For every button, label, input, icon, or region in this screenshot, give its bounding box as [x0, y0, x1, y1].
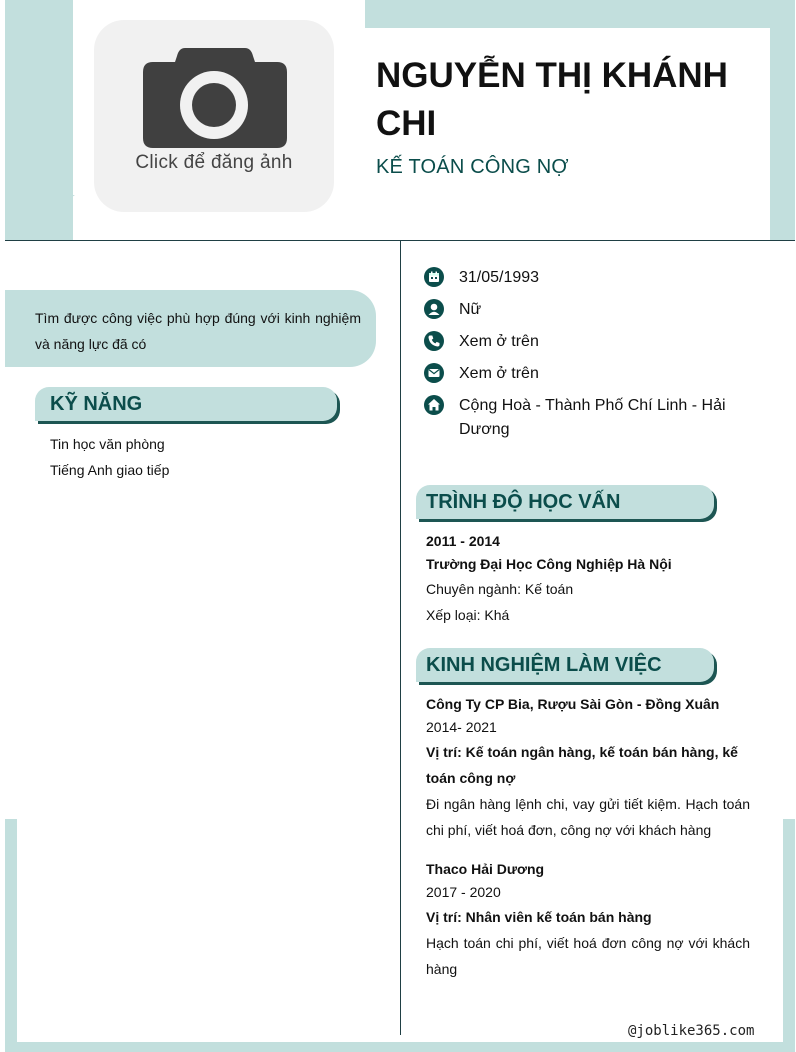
home-icon: [424, 395, 444, 415]
job-period[interactable]: 2017 - 2020: [426, 884, 501, 900]
education-title[interactable]: TRÌNH ĐỘ HỌC VẤN: [426, 491, 621, 513]
frame-right: [783, 819, 795, 1052]
address[interactable]: Cộng Hoà - Thành Phố Chí Linh - Hải Dương: [459, 397, 726, 438]
education-grade[interactable]: Xếp loại: Khá: [426, 607, 510, 623]
mail-icon: [424, 363, 444, 383]
education-major[interactable]: Chuyên ngành: Kế toán: [426, 581, 574, 597]
email[interactable]: Xem ở trên: [459, 365, 539, 382]
job-title[interactable]: KẾ TOÁN CÔNG NỢ: [376, 156, 569, 178]
experience-title[interactable]: KINH NGHIỆM LÀM VIỆC: [426, 654, 662, 676]
watermark: @joblike365.com: [628, 1023, 755, 1039]
objective-text[interactable]: Tìm được công việc phù hợp đúng với kinh nghiệm và năng lực đã có: [35, 310, 361, 352]
header-band-top: [365, 0, 795, 28]
frame-bottom: [5, 1042, 795, 1052]
job-description[interactable]: Đi ngân hàng lệnh chi, vay gửi tiết kiệm. Hạch toán chi phí, viết hoá đơn, công nợ với khách hàng: [426, 796, 750, 838]
job-description[interactable]: Hạch toán chi phí, viết hoá đơn công nợ với khách hàng: [426, 935, 750, 977]
skill-item[interactable]: Tiếng Anh giao tiếp: [50, 462, 170, 478]
column-divider: [400, 240, 401, 1035]
phone[interactable]: Xem ở trên: [459, 333, 539, 350]
header-band-right: [770, 0, 795, 240]
job-company[interactable]: Thaco Hải Dương: [426, 861, 545, 877]
frame-left: [5, 819, 17, 1052]
job-period[interactable]: 2014- 2021: [426, 719, 497, 735]
skill-item[interactable]: Tin học văn phòng: [50, 436, 165, 452]
camera-icon: [143, 48, 287, 148]
phone-icon: [424, 331, 444, 351]
candidate-name[interactable]: NGUYỄN THỊ KHÁNH CHI: [376, 56, 728, 143]
birth-date[interactable]: 31/05/1993: [459, 269, 540, 286]
education-school[interactable]: Trường Đại Học Công Nghiệp Hà Nội: [426, 556, 672, 572]
skills-title[interactable]: KỸ NĂNG: [50, 393, 143, 415]
education-period[interactable]: 2011 - 2014: [426, 533, 500, 549]
calendar-icon: [424, 267, 444, 287]
job-company[interactable]: Công Ty CP Bia, Rượu Sài Gòn - Đồng Xuân: [426, 696, 720, 712]
gender[interactable]: Nữ: [459, 301, 482, 318]
photo-frame-corner: [5, 195, 75, 240]
photo-caption[interactable]: Click để đăng ảnh: [135, 152, 293, 173]
job-position[interactable]: Vị trí: Kế toán ngân hàng, kế toán bán hàng, kế toán công nợ: [426, 744, 738, 786]
job-position[interactable]: Vị trí: Nhân viên kế toán bán hàng: [426, 909, 652, 925]
user-icon: [424, 299, 444, 319]
